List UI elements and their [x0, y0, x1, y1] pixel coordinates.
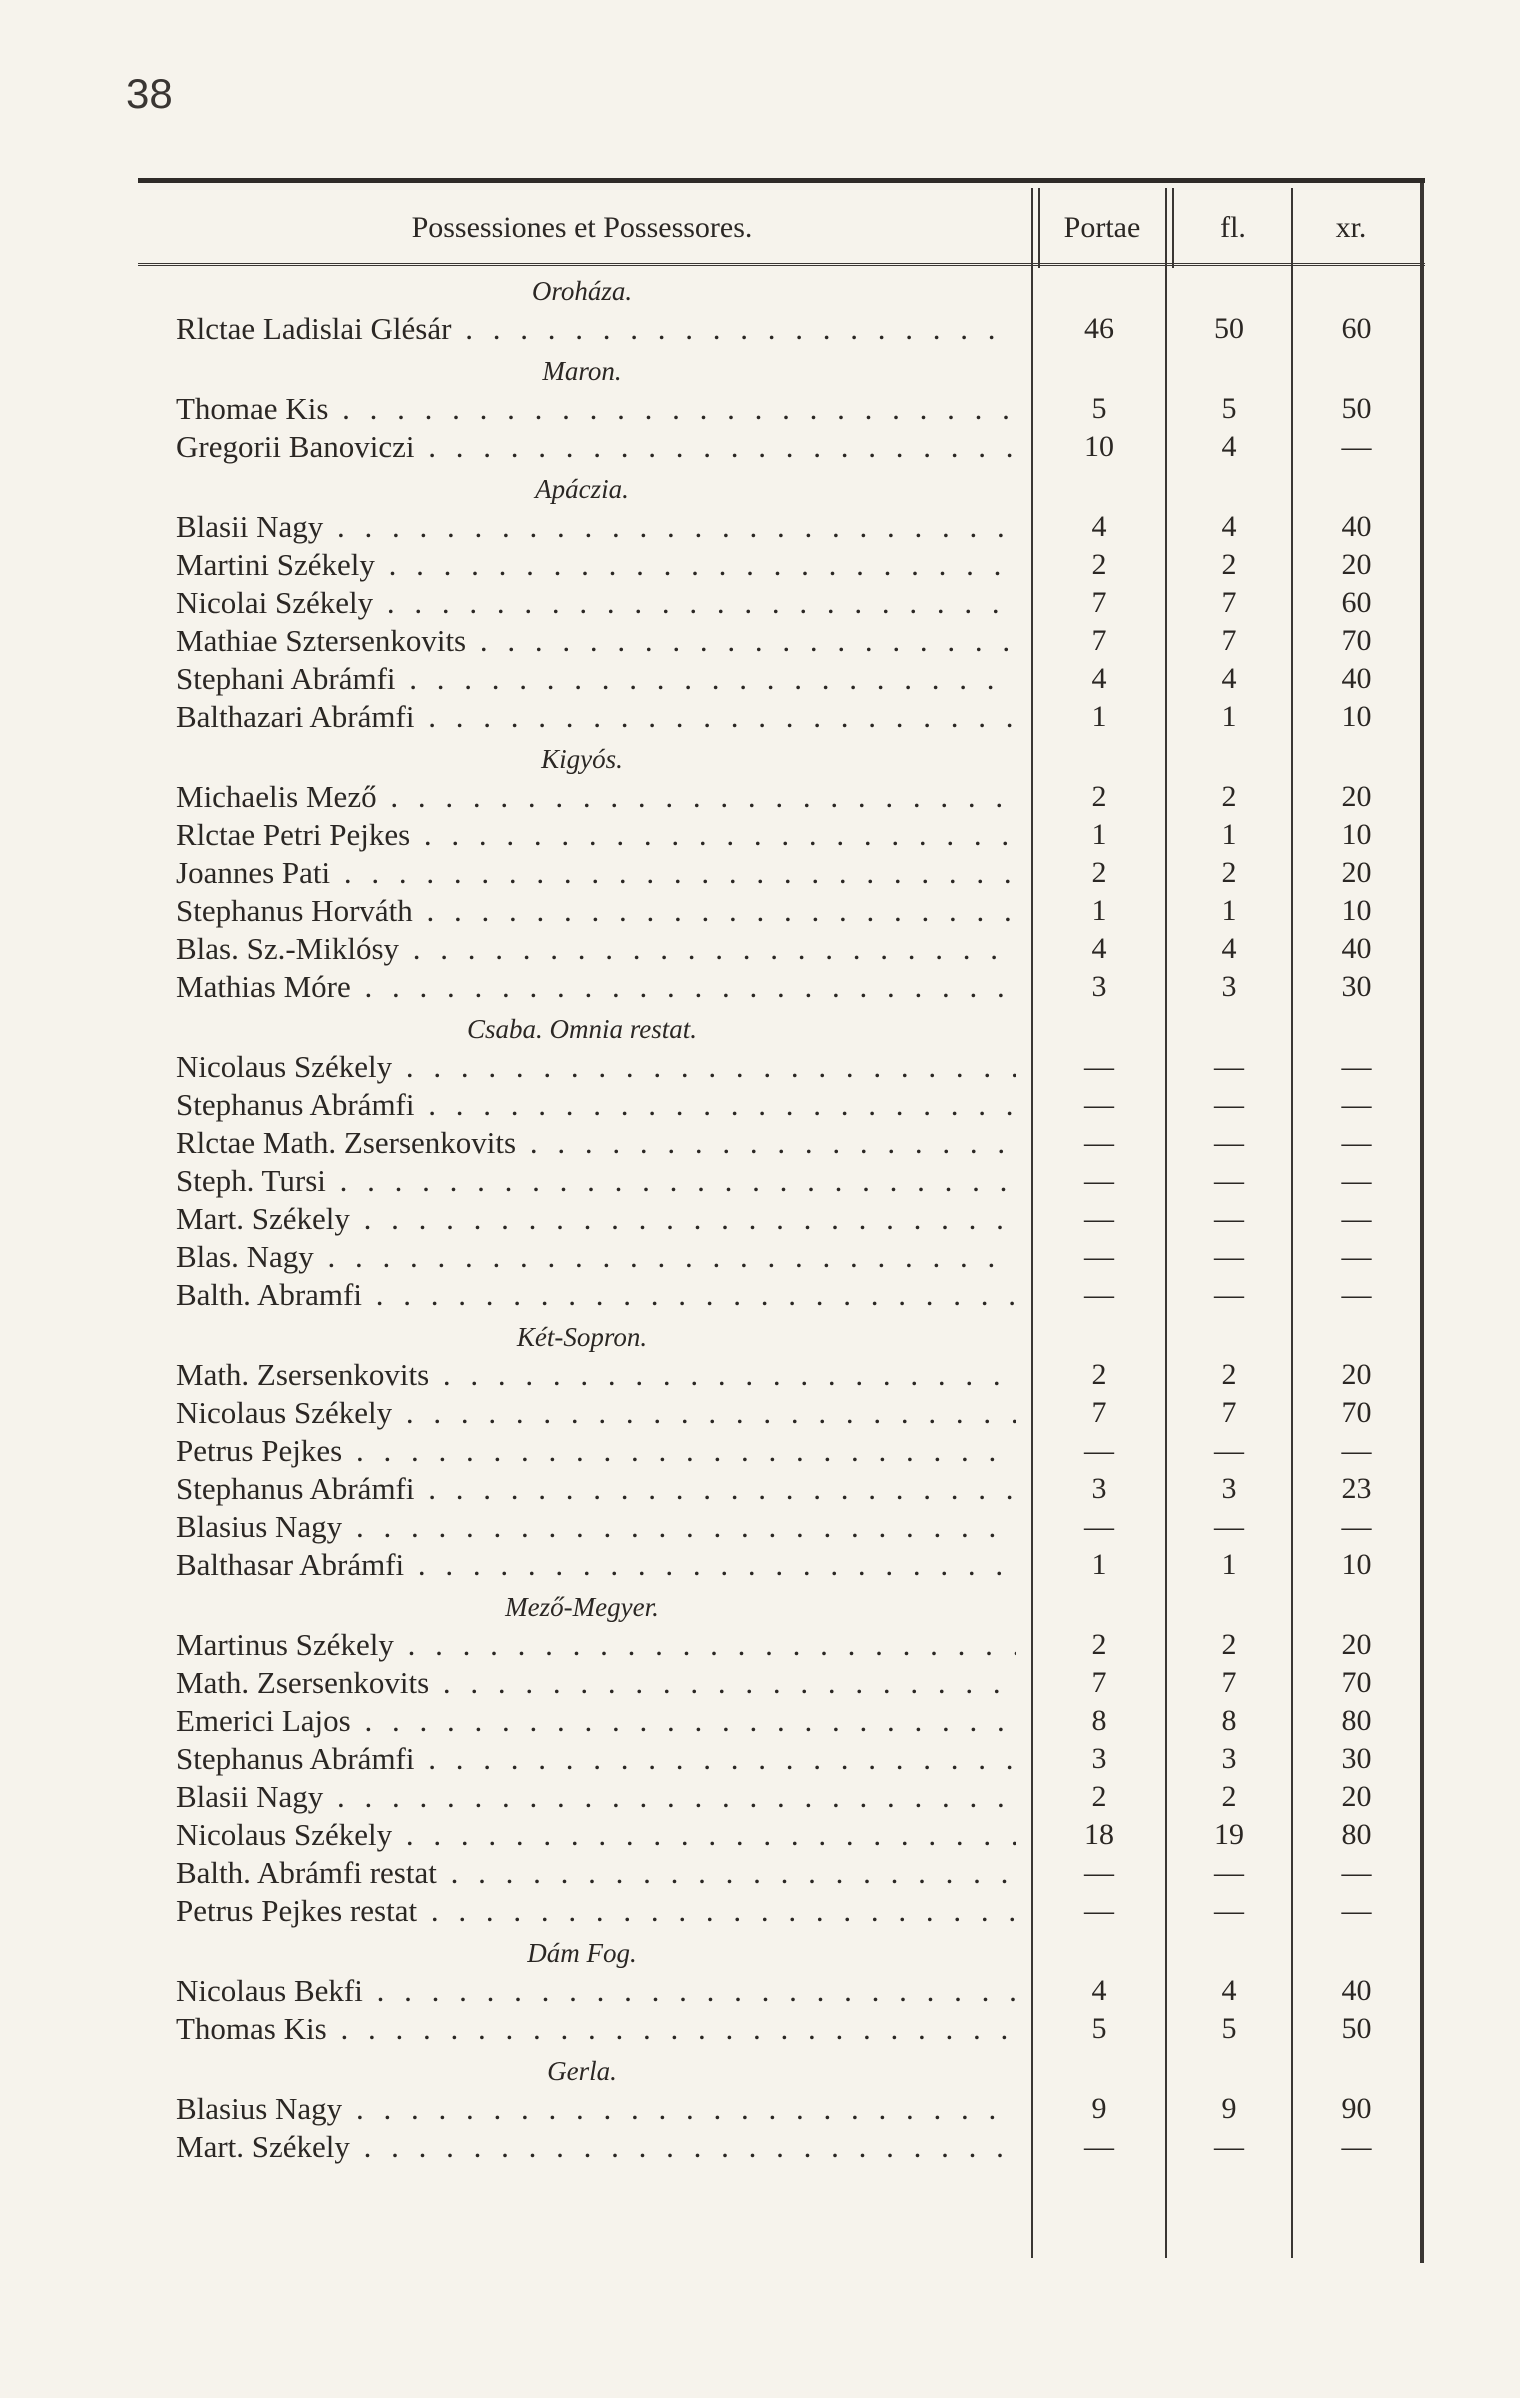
kreuzer-value: —	[1341, 1240, 1372, 1273]
kreuzer-value: 40	[1341, 662, 1372, 695]
possessor-name: Math. Zsersenkovits . . .	[176, 1664, 1016, 1701]
possessor-name: Mathiae Sztersenkovits . . .	[176, 622, 1016, 659]
florin-value: 2	[1221, 548, 1237, 581]
possessor-name: Thomas Kis . . .	[176, 2010, 1016, 2047]
portae-value: —	[1084, 2130, 1114, 2163]
possessor-name: Stephani Abrámfi . . .	[176, 660, 1016, 697]
kreuzer-value: 40	[1341, 1974, 1372, 2007]
table-row	[138, 1740, 1420, 1777]
kreuzer-value: —	[1341, 430, 1372, 463]
portae-value: 4	[1091, 510, 1107, 543]
kreuzer-value: 70	[1341, 1396, 1372, 1429]
portae-value: 1	[1091, 1548, 1107, 1581]
kreuzer-value: 50	[1341, 392, 1372, 425]
column-rule	[1038, 188, 1040, 268]
possessor-name: Martinus Székely . . .	[176, 1626, 1016, 1663]
possessor-name: Rlctae Math. Zsersenkovits . . .	[176, 1124, 1016, 1161]
kreuzer-value: —	[1341, 1856, 1372, 1889]
portae-value: 1	[1091, 894, 1107, 927]
florin-value: 3	[1221, 1742, 1237, 1775]
portae-value: —	[1084, 1050, 1114, 1083]
table-row	[138, 1892, 1420, 1929]
table-row	[138, 508, 1420, 545]
kreuzer-value: —	[1341, 1278, 1372, 1311]
place-heading: Kigyós.	[541, 744, 623, 774]
florin-value: 4	[1221, 662, 1237, 695]
florin-value: 2	[1221, 856, 1237, 889]
table-row	[138, 2010, 1420, 2047]
portae-value: 5	[1091, 392, 1107, 425]
table-row	[138, 1778, 1420, 1815]
portae-value: —	[1084, 1510, 1114, 1543]
possessor-name: Blasii Nagy . . .	[176, 1778, 1016, 1815]
florin-value: —	[1214, 1894, 1244, 1927]
header-kreuzer: xr.	[1335, 211, 1367, 244]
possessor-name: Balthasar Abrámfi . . .	[176, 1546, 1016, 1583]
florin-value: 1	[1221, 818, 1237, 851]
table-row	[138, 1086, 1420, 1123]
portae-value: —	[1084, 1856, 1114, 1889]
possessor-name: Mart. Székely . . .	[176, 2128, 1016, 2165]
florin-value: 2	[1221, 1628, 1237, 1661]
possessor-name: Stephanus Horváth . . .	[176, 892, 1016, 929]
florin-value: 2	[1221, 1780, 1237, 1813]
place-heading: Két-Sopron.	[516, 1322, 648, 1352]
portae-value: 5	[1091, 2012, 1107, 2045]
portae-value: 8	[1091, 1704, 1107, 1737]
florin-value: 7	[1221, 624, 1237, 657]
column-rule	[1172, 188, 1174, 268]
possessor-name: Steph. Tursi . . .	[176, 1162, 1016, 1199]
kreuzer-value: 70	[1341, 624, 1372, 657]
kreuzer-value: 20	[1341, 780, 1372, 813]
portae-value: 2	[1091, 1358, 1107, 1391]
portae-value: 4	[1091, 1974, 1107, 2007]
florin-value: 2	[1221, 780, 1237, 813]
portae-value: 2	[1091, 1628, 1107, 1661]
table-row	[138, 310, 1420, 347]
table-row	[138, 1356, 1420, 1393]
table-row	[138, 390, 1420, 427]
portae-value: 2	[1091, 780, 1107, 813]
kreuzer-value: 80	[1341, 1704, 1372, 1737]
column-rule	[1420, 183, 1424, 2263]
place-heading: Apáczia.	[535, 474, 629, 504]
florin-value: 50	[1214, 312, 1244, 345]
kreuzer-value: 40	[1341, 510, 1372, 543]
possessor-name: Blas. Nagy . . .	[176, 1238, 1016, 1275]
table-row	[138, 930, 1420, 967]
possessor-name: Stephanus Abrámfi . . .	[176, 1086, 1016, 1123]
portae-value: —	[1084, 1434, 1114, 1467]
florin-value: —	[1214, 1164, 1244, 1197]
portae-value: —	[1084, 1278, 1114, 1311]
portae-value: 7	[1091, 1666, 1107, 1699]
portae-value: 4	[1091, 662, 1107, 695]
florin-value: 7	[1221, 1666, 1237, 1699]
florin-value: 1	[1221, 894, 1237, 927]
portae-value: 4	[1091, 932, 1107, 965]
place-heading: Maron.	[542, 356, 622, 386]
possessor-name: Blas. Sz.-Miklósy . . .	[176, 930, 1016, 967]
kreuzer-value: —	[1341, 1126, 1372, 1159]
florin-value: 5	[1221, 392, 1237, 425]
possessor-name: Nicolaus Székely . . .	[176, 1048, 1016, 1085]
florin-value: —	[1214, 1202, 1244, 1235]
possessor-name: Nicolaus Bekfi . . .	[176, 1972, 1016, 2009]
possessor-name: Mathias Móre . . .	[176, 968, 1016, 1005]
portae-value: 10	[1084, 430, 1114, 463]
possessor-name: Martini Székely . . .	[176, 546, 1016, 583]
kreuzer-value: 23	[1341, 1472, 1372, 1505]
possessor-name: Nicolaus Székely . . .	[176, 1816, 1016, 1853]
kreuzer-value: —	[1341, 1510, 1372, 1543]
possessor-name: Blasius Nagy . . .	[176, 2090, 1016, 2127]
kreuzer-value: 30	[1341, 970, 1372, 1003]
possessor-name: Thomae Kis . . .	[176, 390, 1016, 427]
kreuzer-value: —	[1341, 1202, 1372, 1235]
florin-value: 7	[1221, 1396, 1237, 1429]
florin-value: 19	[1214, 1818, 1244, 1851]
table-row	[138, 778, 1420, 815]
kreuzer-value: 60	[1341, 586, 1372, 619]
kreuzer-value: —	[1341, 2130, 1372, 2163]
florin-value: —	[1214, 1050, 1244, 1083]
possessor-name: Balth. Abrámfi restat . . .	[176, 1854, 1016, 1891]
possessor-name: Joannes Pati . . .	[176, 854, 1016, 891]
place-heading: Oroháza.	[531, 276, 633, 306]
portae-value: 1	[1091, 700, 1107, 733]
table-row	[138, 892, 1420, 929]
table-row	[138, 1508, 1420, 1545]
possessor-name: Petrus Pejkes . . .	[176, 1432, 1016, 1469]
table-row	[138, 546, 1420, 583]
kreuzer-value: —	[1341, 1164, 1372, 1197]
florin-value: 3	[1221, 1472, 1237, 1505]
florin-value: 7	[1221, 586, 1237, 619]
portae-value: 3	[1091, 1742, 1107, 1775]
table-row	[138, 1546, 1420, 1583]
table-row	[138, 2128, 1420, 2165]
table-row	[138, 698, 1420, 735]
table-row	[138, 854, 1420, 891]
portae-value: —	[1084, 1240, 1114, 1273]
possessor-name: Gregorii Banoviczi . . .	[176, 428, 1016, 465]
portae-value: 7	[1091, 1396, 1107, 1429]
kreuzer-value: 50	[1341, 2012, 1372, 2045]
possessor-name: Stephanus Abrámfi . . .	[176, 1470, 1016, 1507]
kreuzer-value: 20	[1341, 1628, 1372, 1661]
table-row	[138, 1702, 1420, 1739]
table-row	[138, 1162, 1420, 1199]
portae-value: 3	[1091, 1472, 1107, 1505]
kreuzer-value: —	[1341, 1088, 1372, 1121]
possessor-name: Rlctae Petri Pejkes . . .	[176, 816, 1016, 853]
portae-value: 18	[1084, 1818, 1114, 1851]
kreuzer-value: 90	[1341, 2092, 1372, 2125]
table-row	[138, 1972, 1420, 2009]
page-number: 38	[126, 70, 173, 117]
possessor-name: Rlctae Ladislai Glésár . . .	[176, 310, 1016, 347]
table-row	[138, 1124, 1420, 1161]
kreuzer-value: 10	[1341, 818, 1372, 851]
florin-value: —	[1214, 1510, 1244, 1543]
possessor-name: Balth. Abramfi . . .	[176, 1276, 1016, 1313]
table-row	[138, 1854, 1420, 1891]
place-heading: Gerla.	[547, 2056, 617, 2086]
florin-value: —	[1214, 1240, 1244, 1273]
florin-value: 9	[1221, 2092, 1237, 2125]
kreuzer-value: 10	[1341, 700, 1372, 733]
table-row	[138, 1664, 1420, 1701]
portae-value: 46	[1084, 312, 1114, 345]
kreuzer-value: 60	[1341, 312, 1372, 345]
kreuzer-value: —	[1341, 1434, 1372, 1467]
table-row	[138, 1276, 1420, 1313]
florin-value: —	[1214, 1126, 1244, 1159]
portae-value: 1	[1091, 818, 1107, 851]
kreuzer-value: 20	[1341, 1358, 1372, 1391]
kreuzer-value: 40	[1341, 932, 1372, 965]
florin-value: —	[1214, 1278, 1244, 1311]
kreuzer-value: 10	[1341, 894, 1372, 927]
possessor-name: Michaelis Mező . . .	[176, 778, 1016, 815]
florin-value: 5	[1221, 2012, 1237, 2045]
florin-value: —	[1214, 2130, 1244, 2163]
place-heading: Csaba. Omnia restat.	[466, 1014, 697, 1044]
portae-value: 2	[1091, 856, 1107, 889]
table-row	[138, 1470, 1420, 1507]
possessor-name: Stephanus Abrámfi . . .	[176, 1740, 1016, 1777]
possessor-name: Blasius Nagy . . .	[176, 1508, 1016, 1545]
portae-value: 2	[1091, 1780, 1107, 1813]
florin-value: 4	[1221, 932, 1237, 965]
florin-value: 4	[1221, 1974, 1237, 2007]
kreuzer-value: —	[1341, 1894, 1372, 1927]
portae-value: —	[1084, 1894, 1114, 1927]
header-portae: Portae	[1063, 211, 1141, 244]
table-row	[138, 816, 1420, 853]
florin-value: 1	[1221, 1548, 1237, 1581]
possessor-name: Emerici Lajos . . .	[176, 1702, 1016, 1739]
table-row	[138, 584, 1420, 621]
table-row	[138, 1816, 1420, 1853]
portae-value: —	[1084, 1202, 1114, 1235]
possessor-name: Petrus Pejkes restat . . .	[176, 1892, 1016, 1929]
kreuzer-value: 20	[1341, 1780, 1372, 1813]
kreuzer-value: 10	[1341, 1548, 1372, 1581]
table-row	[138, 660, 1420, 697]
header-florin: fl.	[1220, 211, 1246, 244]
table-row	[138, 1238, 1420, 1275]
florin-value: —	[1214, 1856, 1244, 1889]
ledger-table	[138, 178, 1425, 2263]
possessor-name: Nicolai Székely . . .	[176, 584, 1016, 621]
kreuzer-value: 30	[1341, 1742, 1372, 1775]
portae-value: 7	[1091, 586, 1107, 619]
header-possessions: Possessiones et Possessores.	[411, 211, 753, 244]
portae-value: 7	[1091, 624, 1107, 657]
kreuzer-value: 80	[1341, 1818, 1372, 1851]
florin-value: —	[1214, 1088, 1244, 1121]
florin-value: 2	[1221, 1358, 1237, 1391]
table-row	[138, 1432, 1420, 1469]
place-heading: Dám Fog.	[527, 1938, 637, 1968]
possessor-name: Nicolaus Székely . . .	[176, 1394, 1016, 1431]
table-row	[138, 1200, 1420, 1237]
florin-value: 3	[1221, 970, 1237, 1003]
portae-value: —	[1084, 1088, 1114, 1121]
portae-value: 9	[1091, 2092, 1107, 2125]
table-row	[138, 1394, 1420, 1431]
florin-value: —	[1214, 1434, 1244, 1467]
place-heading: Mező-Megyer.	[505, 1592, 659, 1622]
possessor-name: Mart. Székely . . .	[176, 1200, 1016, 1237]
florin-value: 4	[1221, 510, 1237, 543]
florin-value: 4	[1221, 430, 1237, 463]
kreuzer-value: 20	[1341, 548, 1372, 581]
kreuzer-value: 70	[1341, 1666, 1372, 1699]
possessor-name: Blasii Nagy . . .	[176, 508, 1016, 545]
possessor-name: Balthazari Abrámfi . . .	[176, 698, 1016, 735]
table-row	[138, 2090, 1420, 2127]
florin-value: 1	[1221, 700, 1237, 733]
kreuzer-value: 20	[1341, 856, 1372, 889]
florin-value: 8	[1221, 1704, 1237, 1737]
table-row	[138, 1048, 1420, 1085]
portae-value: —	[1084, 1126, 1114, 1159]
portae-value: 3	[1091, 970, 1107, 1003]
kreuzer-value: —	[1341, 1050, 1372, 1083]
table-row	[138, 968, 1420, 1005]
possessor-name: Math. Zsersenkovits . . .	[176, 1356, 1016, 1393]
table-row	[138, 1626, 1420, 1663]
portae-value: 2	[1091, 548, 1107, 581]
portae-value: —	[1084, 1164, 1114, 1197]
table-row	[138, 428, 1420, 465]
table-row	[138, 622, 1420, 659]
